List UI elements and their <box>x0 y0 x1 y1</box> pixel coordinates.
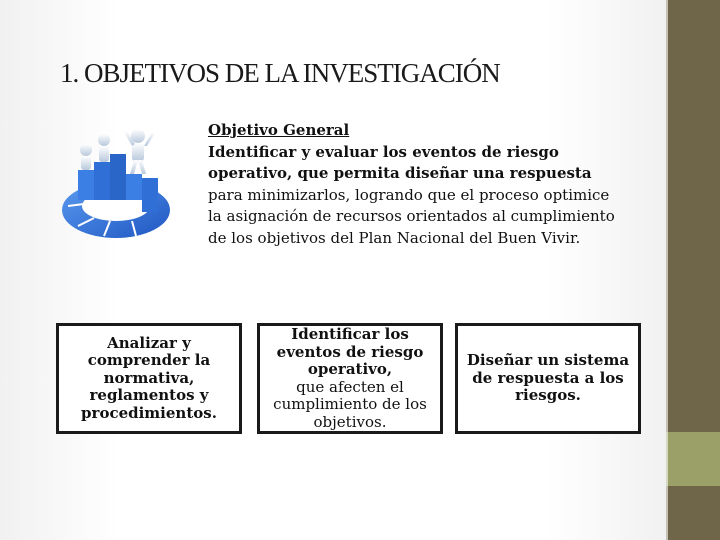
specific-objective-text-bold: Identificar los eventos de riesgo operativo, <box>276 325 424 378</box>
specific-objective-box-1 <box>56 323 242 434</box>
bar-4 <box>126 174 142 200</box>
bar-3 <box>110 154 126 200</box>
people-on-bar-chart-illustration <box>54 126 192 246</box>
sidebar-divider <box>666 0 668 540</box>
bar-2 <box>94 162 110 200</box>
objective-heading: Objetivo General <box>208 121 350 139</box>
specific-objective-text <box>260 326 440 431</box>
specific-objective-text: Diseñar un sistema de respuesta a los riesgos. <box>466 351 630 405</box>
objective-text-regular: para minimizarlos, logrando que el proceso optimice la asignación de recursos orientados al cumplimiento de los objetivos del Plan Nacional del Buen Vivir. <box>208 185 615 247</box>
bar-5 <box>142 178 158 212</box>
decorative-sidebar-accent <box>666 432 720 486</box>
general-objective <box>208 120 618 249</box>
bar-1 <box>78 170 94 200</box>
specific-objective-box-3 <box>455 323 641 434</box>
specific-objective-box-2 <box>257 323 443 434</box>
illustration-svg <box>54 126 192 246</box>
slide-title: 1. OBJETIVOS DE LA INVESTIGACIÓN <box>60 58 500 88</box>
specific-objective-text: Analizar y comprender la normativa, reglamentos y procedimientos. <box>81 333 217 422</box>
specific-objective-text-regular: que afecten el cumplimiento de los objetivos. <box>273 377 427 431</box>
objective-text <box>208 142 618 250</box>
objective-text-bold: Identificar y evaluar los eventos de riesgo operativo, que permita diseñar una respuesta <box>208 142 592 182</box>
